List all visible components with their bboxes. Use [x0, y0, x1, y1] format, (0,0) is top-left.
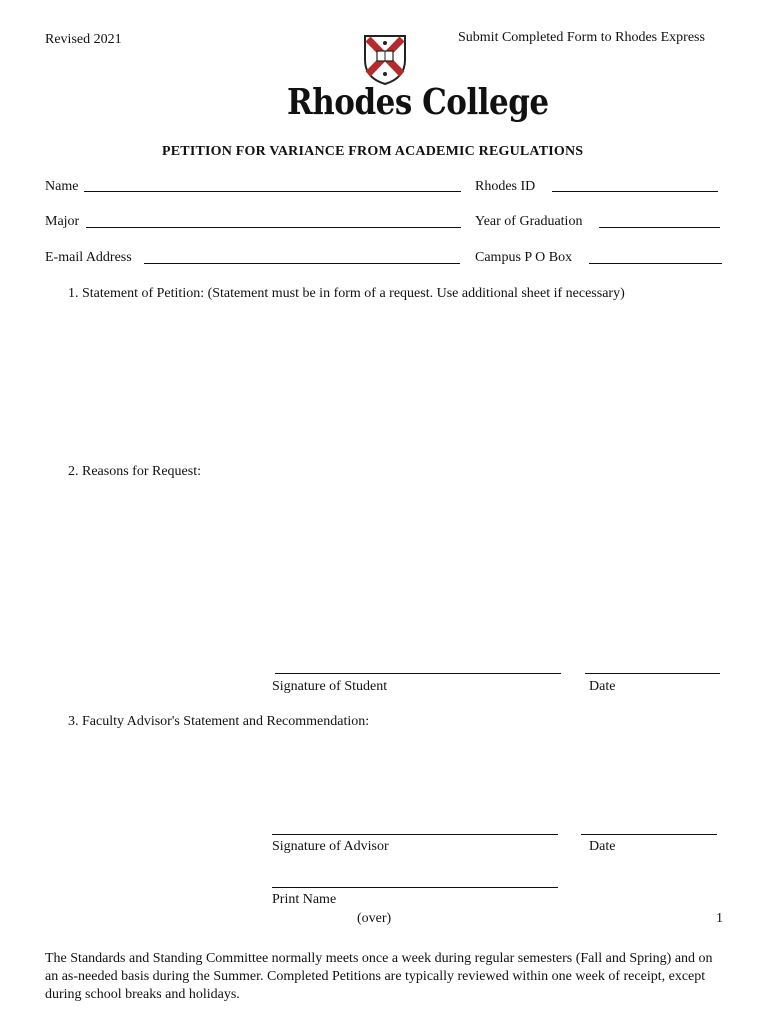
name-field-line[interactable] — [84, 191, 461, 192]
student-date-line[interactable] — [585, 673, 720, 674]
statement-of-petition-heading: 1. Statement of Petition: (Statement must be in form of a request. Use additional sheet if necessary) — [68, 286, 625, 301]
committee-note: The Standards and Standing Committee normally meets once a week during regular semesters (Fall and Spring) and on an as-needed basis during the Summer. Completed Petitions are typically reviewed within one week of receipt, except during school breaks and holidays. — [45, 951, 713, 1002]
advisor-statement-area[interactable] — [68, 736, 728, 826]
revised-date: Revised 2021 — [45, 32, 122, 47]
year-of-graduation-label: Year of Graduation — [475, 214, 583, 229]
statement-of-petition-area[interactable] — [68, 308, 728, 458]
advisor-date-line[interactable] — [581, 834, 717, 835]
college-wordmark: Rhodes College — [287, 82, 549, 124]
rhodes-id-label: Rhodes ID — [475, 179, 536, 194]
rhodes-id-field-line[interactable] — [552, 191, 718, 192]
email-label: E-mail Address — [45, 250, 132, 265]
print-name-label: Print Name — [272, 892, 337, 907]
student-date-label: Date — [589, 679, 616, 694]
page-number: 1 — [716, 911, 723, 926]
student-signature-label: Signature of Student — [272, 679, 388, 694]
form-title: PETITION FOR VARIANCE FROM ACADEMIC REGULATIONS — [162, 144, 584, 159]
over-indicator: (over) — [357, 911, 392, 926]
year-of-graduation-field-line[interactable] — [599, 227, 720, 228]
campus-po-box-label: Campus P O Box — [475, 250, 573, 265]
advisor-statement-heading: 3. Faculty Advisor's Statement and Recommendation: — [68, 714, 370, 729]
campus-po-box-field-line[interactable] — [589, 263, 722, 264]
student-signature-line[interactable] — [275, 673, 561, 674]
email-field-line[interactable] — [144, 263, 460, 264]
advisor-signature-label: Signature of Advisor — [272, 839, 389, 854]
name-label: Name — [45, 179, 79, 194]
submit-instruction: Submit Completed Form to Rhodes Express — [458, 30, 705, 45]
advisor-signature-line[interactable] — [272, 834, 558, 835]
major-label: Major — [45, 214, 80, 229]
college-crest-icon — [363, 34, 407, 86]
reasons-for-request-heading: 2. Reasons for Request: — [68, 464, 201, 479]
print-name-line[interactable] — [272, 887, 558, 888]
advisor-date-label: Date — [589, 839, 616, 854]
reasons-for-request-area[interactable] — [68, 486, 728, 656]
major-field-line[interactable] — [86, 227, 461, 228]
